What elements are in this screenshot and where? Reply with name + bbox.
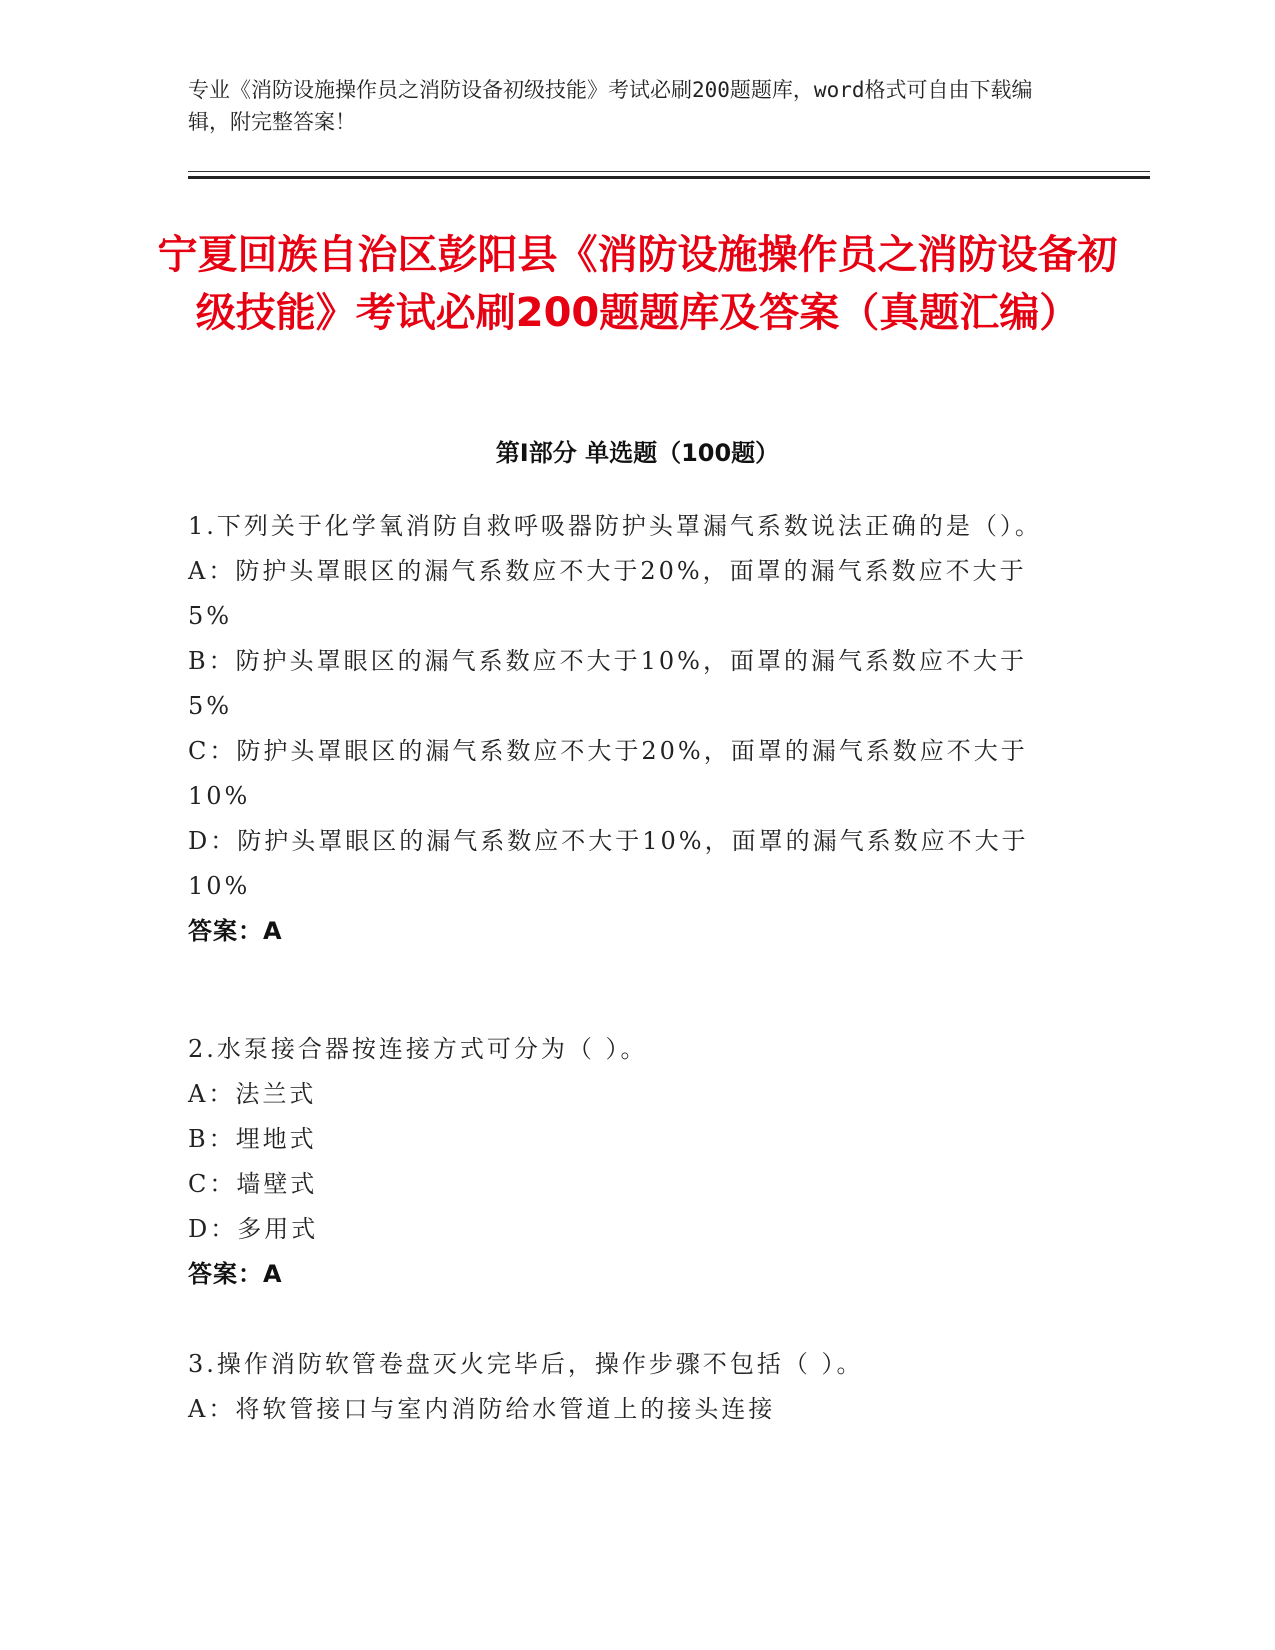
answer: 答案：A — [188, 917, 283, 945]
option-c: C：墙壁式 — [188, 1170, 318, 1198]
option-a: A：将软管接口与室内消防给水管道上的接头连接 — [188, 1395, 776, 1423]
option-b: B：埋地式 — [188, 1125, 317, 1153]
option-c: C：防护头罩眼区的漏气系数应不大于20%，面罩的漏气系数应不大于10% — [188, 737, 1028, 810]
option-a: A：防护头罩眼区的漏气系数应不大于20%，面罩的漏气系数应不大于5% — [188, 557, 1027, 630]
question-3 — [188, 1342, 1068, 1432]
question-stem: 1.下列关于化学氧消防自救呼吸器防护头罩漏气系数说法正确的是（）。 — [188, 512, 1042, 540]
question-2 — [188, 1027, 1068, 1297]
question-stem: 2.水泵接合器按连接方式可分为（ ）。 — [188, 1035, 648, 1063]
document-title: 宁夏回族自治区彭阳县《消防设施操作员之消防设备初级技能》考试必刷200题题库及答案（真题汇编） — [157, 232, 1118, 336]
header-note: 专业《消防设施操作员之消防设备初级技能》考试必刷200题题库，word格式可自由下载编辑，附完整答案！ — [188, 78, 1033, 134]
option-d: D：多用式 — [188, 1215, 319, 1243]
option-d: D：防护头罩眼区的漏气系数应不大于10%，面罩的漏气系数应不大于10% — [188, 827, 1029, 900]
section-heading: 第Ⅰ部分 单选题（100题） — [495, 439, 780, 467]
answer: 答案：A — [188, 1260, 283, 1288]
header-divider-thick — [188, 176, 1150, 179]
question-1 — [188, 504, 1068, 954]
question-stem: 3.操作消防软管卷盘灭火完毕后，操作步骤不包括（ ）。 — [188, 1350, 864, 1378]
option-a: A：法兰式 — [188, 1080, 317, 1108]
header-divider-thin — [188, 171, 1150, 172]
option-b: B：防护头罩眼区的漏气系数应不大于10%，面罩的漏气系数应不大于5% — [188, 647, 1027, 720]
